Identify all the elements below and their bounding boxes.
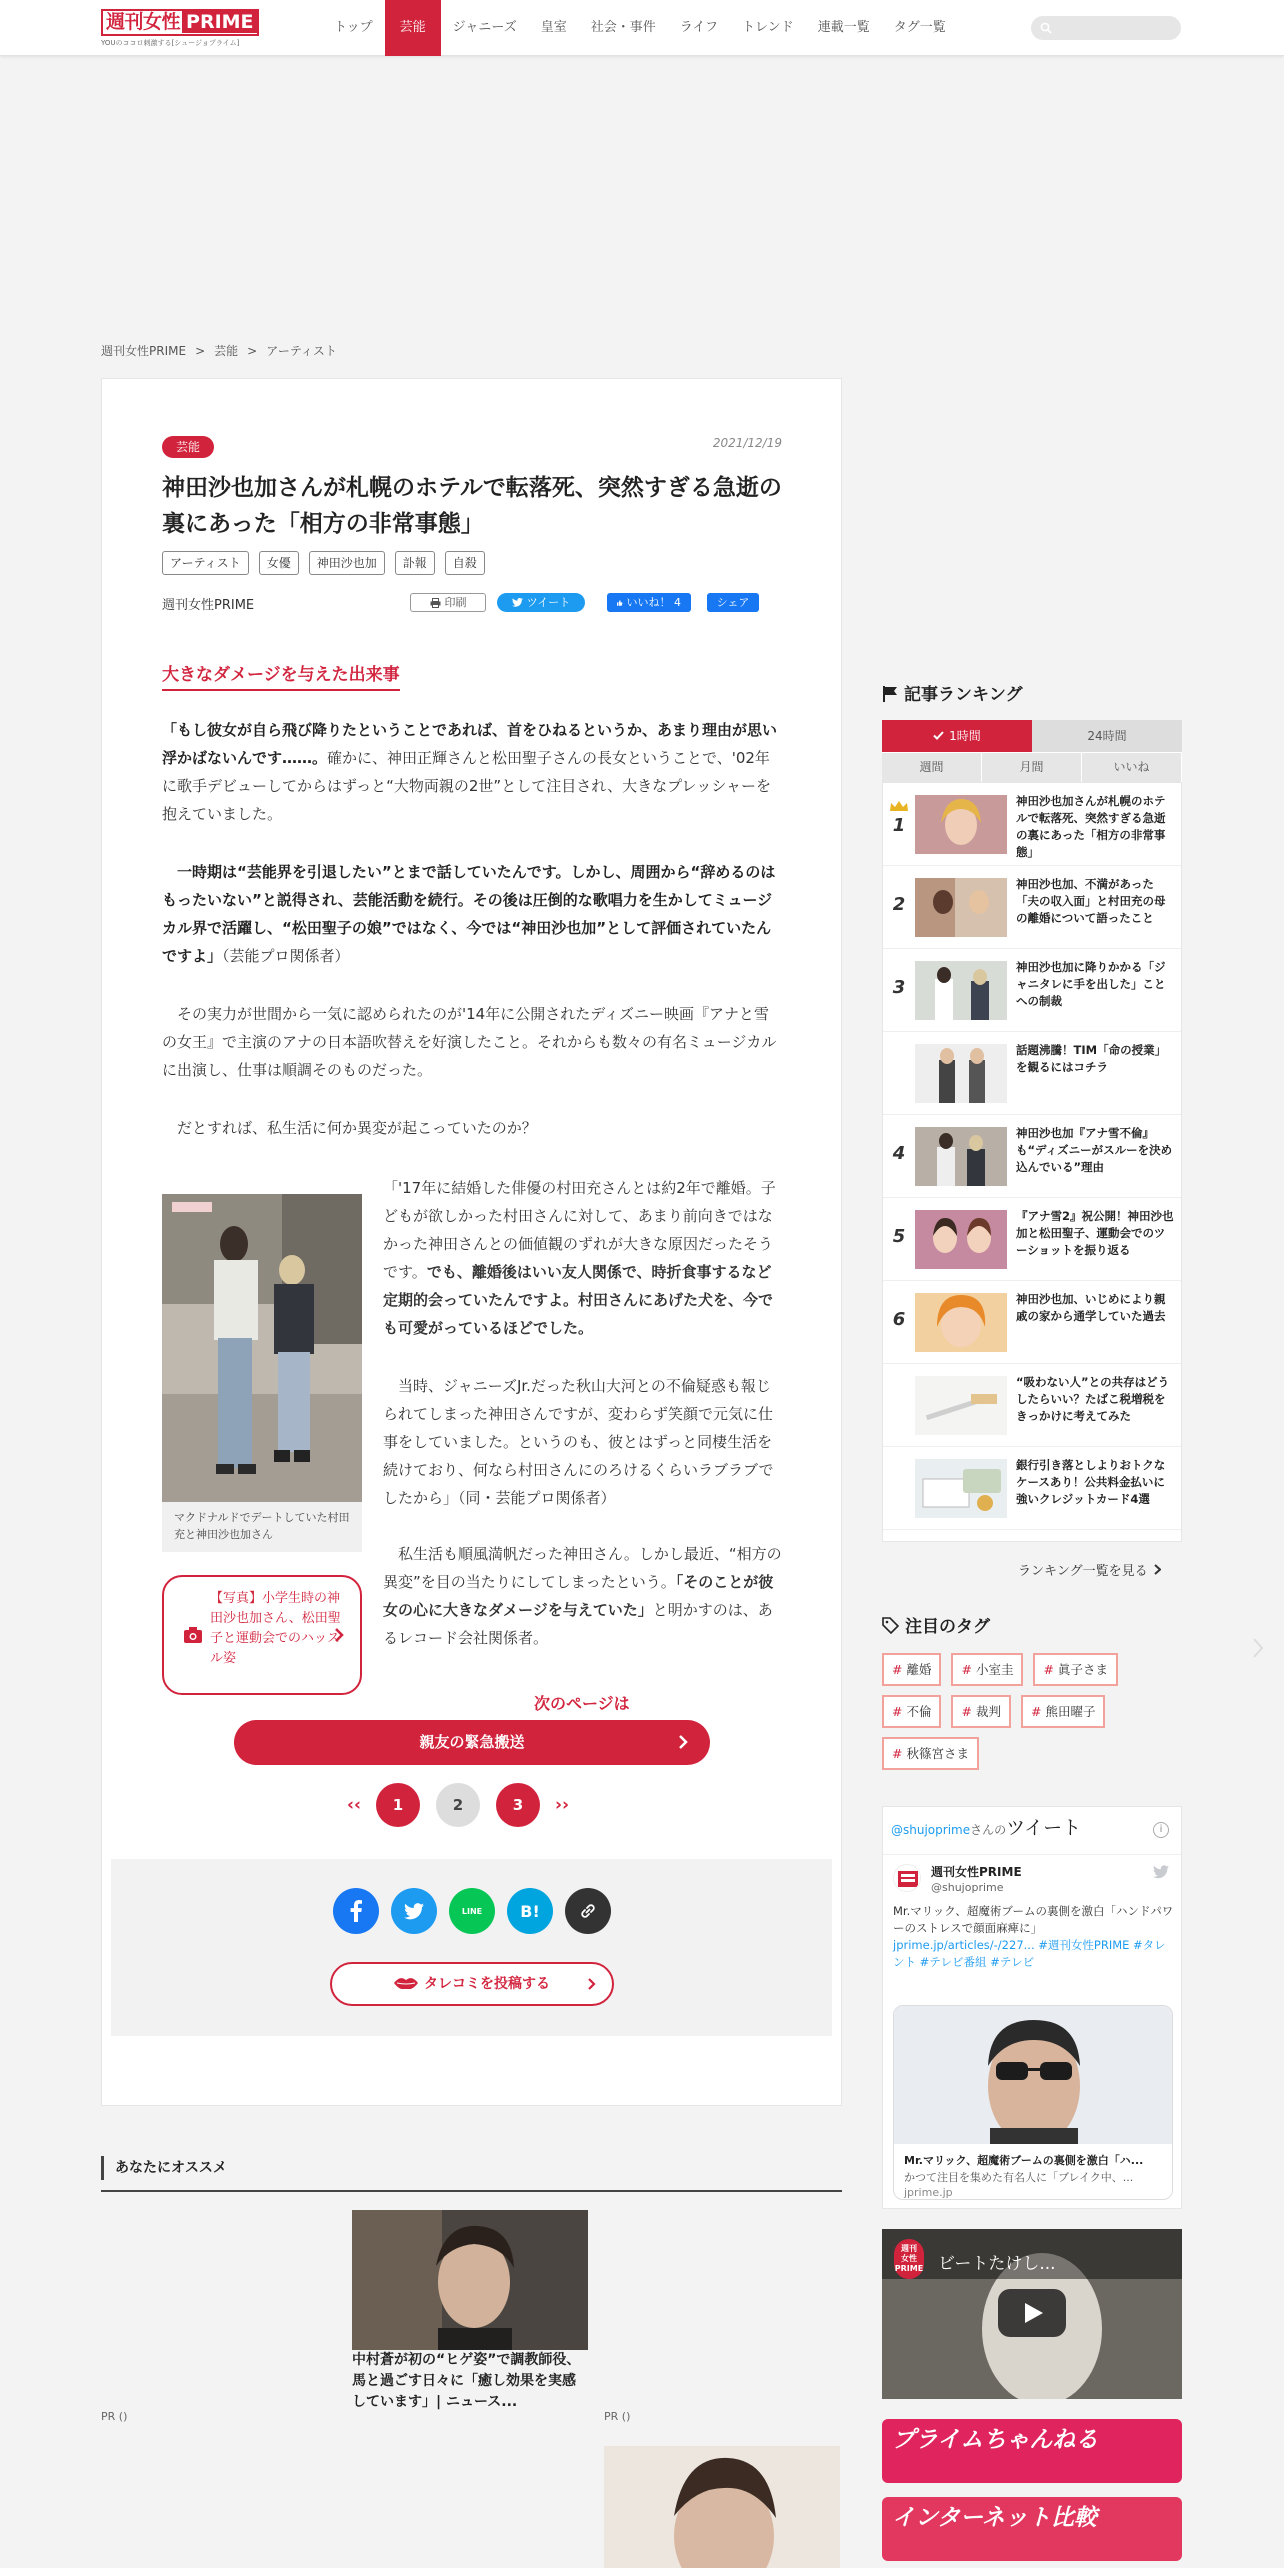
- ranking-tabs: [882, 720, 1182, 752]
- facebook-like-button[interactable]: [607, 593, 691, 612]
- ranking-number: 3: [892, 977, 906, 998]
- article-paragraph: その実力が世間から一気に認められたのが'14年に公開されたディズニー映画『アナと雪の女王』で主演のアナの日本語吹替えを好演したこと。それからも数々の有名ミュージカルに出演し、仕事は順調そのものだった。: [162, 1005, 777, 1079]
- ranking-item[interactable]: [883, 1115, 1181, 1198]
- internet-comparison-banner[interactable]: [882, 2497, 1182, 2561]
- tweet-card-image: [894, 2006, 1173, 2144]
- ranking-subtab-weekly[interactable]: 週間: [882, 753, 982, 782]
- hot-tags-heading: [882, 1612, 990, 1637]
- facebook-f-icon: [349, 1900, 363, 1922]
- article-paragraph: [383, 1174, 782, 1342]
- logo-tagline: YOUのココロ刺激する[シュージョプライム]: [101, 39, 240, 47]
- pager-next-button[interactable]: ››: [554, 1795, 569, 1815]
- paragraph-text: （芸能プロ関係者）: [222, 947, 350, 965]
- next-page-label: 次のページは: [534, 1694, 630, 1713]
- pr-label: PR (): [101, 2410, 128, 2423]
- section-heading: 大きなダメージを与えた出来事: [162, 660, 400, 691]
- tweet-text: Mr.マリック、超魔術ブームの裏側を激白「ハンドパワーのストレスで顔面麻痺に」 jprime.jp/articles/-/227... #週刊女性PRIME #タレント #テレビ番組 #テレビ: [893, 1904, 1174, 1969]
- nav-item-tags[interactable]: タグ一覧: [893, 20, 946, 35]
- recommend-photo-illustration: [352, 2210, 588, 2350]
- share-buttons-row: [410, 593, 759, 612]
- ranking-title: 話題沸騰！TIM「命の授業」を観るにはコチラ: [1016, 1043, 1167, 1074]
- share-icons: [333, 1888, 611, 1934]
- check-icon: [933, 731, 944, 740]
- submit-tip-label: タレコミを投稿する: [424, 1976, 550, 1992]
- ranking-number: 5: [892, 1226, 906, 1247]
- chevron-right-icon[interactable]: [1252, 1637, 1264, 1659]
- ranking-thumbnail: [915, 795, 1007, 854]
- category-badge[interactable]: 芸能: [162, 436, 214, 458]
- tag-icon: [882, 1617, 899, 1634]
- ranking-item[interactable]: [883, 866, 1181, 949]
- twitter-handle-link[interactable]: @shujoprime: [891, 1823, 971, 1837]
- main-nav: [322, 0, 958, 56]
- nav-item-johnnys[interactable]: ジャニーズ: [452, 20, 517, 35]
- quote-bold: 「もし彼女が自ら飛び降りたということであれば、首をひねるというか、あまり理由が思い浮かばないんです……。: [162, 721, 778, 767]
- ranking-tab-label: 1時間: [949, 729, 981, 743]
- search-icon: [1040, 22, 1052, 34]
- hatena-bookmark-icon[interactable]: [507, 1888, 553, 1934]
- divider: [883, 1854, 1182, 1855]
- like-label: いいね！ 4: [626, 596, 681, 609]
- prime-channel-banner[interactable]: [882, 2419, 1182, 2483]
- ranking-heading: [882, 680, 1023, 705]
- ranking-number: 6: [892, 1309, 906, 1330]
- ranking-thumbnail: [915, 1127, 1007, 1186]
- video-title: ビートたけし...: [938, 2254, 1056, 2274]
- ranking-title: 神田沙也加に降りかかる「ジャニタレに手を出した」ことへの制裁: [1016, 960, 1166, 1008]
- recommend-heading: あなたにオススメ: [101, 2156, 842, 2192]
- line-share-icon[interactable]: [449, 1888, 495, 1934]
- ranking-list: [882, 782, 1182, 1542]
- tag-obituary[interactable]: 訃報: [395, 551, 435, 575]
- ranking-thumbnail: [915, 1210, 1007, 1269]
- hot-tag[interactable]: # 秋篠宮さま: [882, 1737, 979, 1770]
- play-button[interactable]: [998, 2289, 1066, 2337]
- quote-bold: 一時期は“芸能界を引退したい”とまで話していたんです。しかし、周囲から“辞めるのはもったいない”と説得され、芸能活動を続行。その後は圧倒的な歌唱力を生かしてミュージカル界で活躍し、“松田聖子の娘”ではなく、今では“神田沙也加”として評価されていたんですよ」: [162, 863, 776, 965]
- quote-bold: でも、離婚後はいい友人関係で、時折食事するなど定期的会っていたんですよ。村田さんにあげた犬を、今でも可愛がっているほどでした。: [383, 1263, 774, 1337]
- thumbs-up-icon: [617, 598, 623, 608]
- banner-title: プライムちゃんねる: [892, 2427, 1099, 2453]
- article-tags: [162, 551, 485, 575]
- ranking-more-label: ランキング一覧を見る: [1018, 1564, 1148, 1579]
- tag-artist[interactable]: アーティスト: [162, 551, 249, 575]
- hot-tags-heading-label: 注目のタグ: [905, 1617, 990, 1637]
- nav-item-series[interactable]: 連載一覧: [817, 20, 870, 35]
- hot-tag[interactable]: # 小室圭: [951, 1653, 1023, 1686]
- twitter-timeline-header: @shujoprimeさんのツイート: [891, 1817, 1082, 1839]
- twitter-timeline: [882, 1806, 1182, 2209]
- ranking-subtabs: [882, 752, 1182, 782]
- tweet-button[interactable]: [497, 593, 585, 612]
- hatena-label: B!: [520, 1901, 540, 1921]
- ranking-number: 4: [892, 1143, 906, 1164]
- printer-icon: [430, 598, 441, 608]
- facebook-share-icon[interactable]: [333, 1888, 379, 1934]
- article-date: 2021/12/19: [712, 436, 782, 450]
- recommend-image[interactable]: [352, 2210, 588, 2350]
- flag-icon: [882, 686, 898, 702]
- photo-caption: マクドナルドでデートしていた村田充と神田沙也加さん: [162, 1502, 362, 1552]
- ranking-title: 神田沙也加、いじめにより親戚の家から通学していた過去: [1016, 1292, 1166, 1323]
- recommend-image[interactable]: [604, 2446, 840, 2568]
- ranking-number: 1: [892, 815, 906, 836]
- twitter-heading: ツイート: [1006, 1817, 1082, 1839]
- tweet-link[interactable]: jprime.jp/articles/-/227... #週刊女性PRIME #タレント #テレビ番組 #テレビ: [893, 1938, 1166, 1969]
- breadcrumb-separator: >: [195, 344, 206, 358]
- tweet-card-title: Mr.マリック、超魔術ブームの裏側を激白「ハ...: [904, 2154, 1144, 2167]
- twitter-bird-icon: [512, 598, 523, 607]
- nav-item-trend[interactable]: トレンド: [742, 20, 794, 35]
- site-header: [0, 0, 1284, 56]
- ranking-thumbnail: [915, 878, 1007, 937]
- next-page-title: 親友の緊急搬送: [419, 1733, 525, 1751]
- twitter-bird-icon: [1153, 1865, 1169, 1879]
- article-title: 神田沙也加さんが札幌のホテルで転落死、突然すぎる急逝の裏にあった「相方の非常事態」: [162, 475, 782, 537]
- article-paragraph: [162, 858, 782, 970]
- ranking-heading-label: 記事ランキング: [904, 685, 1023, 705]
- photo-link-label: 【写真】小学生時の神田沙也加さん、松田聖子と運動会でのハッスル姿: [210, 1591, 341, 1666]
- hot-tag[interactable]: # 不倫: [882, 1695, 941, 1728]
- hot-tag[interactable]: # 眞子さま: [1033, 1653, 1117, 1686]
- ranking-tab-1h[interactable]: [882, 720, 1032, 752]
- video-player[interactable]: [882, 2229, 1182, 2399]
- paragraph-text: 確かに、神田正輝さんと松田聖子さんの長女ということで、'02年に歌手デビューしてからはずっと“大物両親の2世”として注目され、大きなプレッシャーを抱えていました。: [162, 749, 772, 823]
- line-label: LINE: [461, 1906, 483, 1916]
- chevron-right-icon: [587, 1977, 596, 1991]
- ranking-thumbnail: [915, 961, 1007, 1020]
- avatar[interactable]: [893, 1864, 921, 1892]
- ranking-item[interactable]: [883, 783, 1181, 866]
- pager-prev-button[interactable]: ‹‹: [346, 1795, 361, 1815]
- chevron-right-icon: [334, 1627, 344, 1643]
- logo-mark: 週刊女性 PRIME: [101, 9, 259, 36]
- breadcrumb-home[interactable]: 週刊女性PRIME: [101, 344, 187, 358]
- share-box: [111, 1859, 832, 2036]
- paragraph-text: 私生活も順風満帆だった神田さん。しかし最近、“相方の異変”を目の当たりにしてしまったという。: [383, 1545, 782, 1591]
- article-paragraph: [162, 716, 782, 828]
- submit-tip-button[interactable]: [330, 1962, 614, 2006]
- banner-title: インターネット比較: [892, 2505, 1097, 2531]
- ranking-item[interactable]: [883, 1032, 1181, 1115]
- lips-icon: [394, 1977, 418, 1989]
- ranking-title: 神田沙也加『アナ雪不倫』も“ディズニーがスルーを決め込んでいる”理由: [1016, 1126, 1173, 1174]
- couple-photo-illustration: [162, 1194, 362, 1502]
- ranking-title: [1016, 1540, 1176, 1542]
- pager-page-3[interactable]: 3: [496, 1783, 540, 1827]
- ranking-thumbnail: [915, 1459, 1007, 1518]
- article-photo[interactable]: [162, 1194, 362, 1502]
- tweet-label: ツイート: [526, 596, 571, 609]
- chevron-right-icon: [1154, 1564, 1161, 1575]
- twitter-share-icon[interactable]: [391, 1888, 437, 1934]
- nav-item-entertainment[interactable]: 芸能: [385, 0, 441, 56]
- hot-tag[interactable]: # 裁判: [951, 1695, 1010, 1728]
- article-source: 週刊女性PRIME: [162, 598, 255, 613]
- tweet-card-url: jprime.jp: [904, 2186, 953, 2199]
- hot-tags: [882, 1653, 1182, 1770]
- ranking-subtab-likes[interactable]: いいね: [1082, 753, 1182, 782]
- breadcrumb: [101, 342, 337, 359]
- article-paragraph: [383, 1540, 782, 1652]
- info-icon[interactable]: i: [1153, 1822, 1169, 1838]
- pr-label: PR (): [604, 2410, 631, 2423]
- pager-page-1[interactable]: 1: [376, 1783, 420, 1827]
- photo-gallery-link[interactable]: [162, 1575, 362, 1695]
- crown-icon: [890, 801, 908, 811]
- site-logo[interactable]: [101, 9, 259, 49]
- tweet-account-handle[interactable]: @shujoprime: [931, 1881, 1004, 1894]
- tag-kanda-sayaka[interactable]: 神田沙也加: [309, 551, 385, 575]
- tweet-card-description: かつて注目を集めた有名人に「ブレイク中、...: [904, 2171, 1134, 2184]
- tag-actress[interactable]: 女優: [259, 551, 299, 575]
- link-icon: [579, 1902, 597, 1920]
- pagination: [340, 1783, 576, 1827]
- nav-item-life[interactable]: ライフ: [679, 20, 718, 35]
- tweet-link-card[interactable]: [893, 2005, 1173, 2200]
- copy-link-icon[interactable]: [565, 1888, 611, 1934]
- nav-item-imperial[interactable]: 皇室: [540, 20, 567, 35]
- quote-bold: 「そのことが彼女の心に大きなダメージを与えていた」: [383, 1573, 774, 1619]
- ranking-item[interactable]: [883, 949, 1181, 1032]
- twitter-bird-icon: [404, 1903, 424, 1920]
- paragraph-text: 「'17年に結婚した俳優の村田充さんとは約2年で離婚。子どもが欲しかった村田さんに対して、あまり前向きではなかった神田さんとの価値観のずれが大きな原因だったそうです。: [383, 1179, 776, 1281]
- ranking-item[interactable]: [883, 1364, 1181, 1447]
- ranking-more-link[interactable]: [1018, 1560, 1161, 1579]
- breadcrumb-category[interactable]: 芸能: [214, 344, 239, 358]
- recommend-title[interactable]: 中村蒼が初の“ヒゲ姿”で調教師役、馬と過ごす日々に「癒し効果を実感しています」| ニュース...: [352, 2352, 581, 2410]
- channel-logo: 週刊 女性 PRIME: [894, 2239, 924, 2279]
- recommend-photo-illustration: [604, 2446, 840, 2568]
- ranking-item[interactable]: [883, 1281, 1181, 1364]
- print-button[interactable]: [410, 593, 486, 612]
- ranking-item[interactable]: [883, 1530, 1181, 1542]
- ranking-item[interactable]: [883, 1447, 1181, 1530]
- ranking-thumbnail: [915, 1376, 1007, 1435]
- tweet-account-name[interactable]: 週刊女性PRIME: [931, 1865, 1022, 1879]
- tag-suicide[interactable]: 自殺: [445, 551, 485, 575]
- ranking-tab-24h[interactable]: 24時間: [1032, 720, 1182, 752]
- breadcrumb-subcategory[interactable]: アーティスト: [266, 344, 337, 358]
- ranking-title: 『アナ雪2』祝公開！神田沙也加と松田聖子、運動会でのツーショットを振り返る: [1016, 1209, 1174, 1257]
- ranking-title: 銀行引き落としよりおトクなケースあり！公共料金払いに強いクレジットカード4選: [1016, 1458, 1166, 1506]
- nav-item-society[interactable]: 社会・事件: [590, 20, 656, 35]
- search-box: [1031, 16, 1181, 40]
- facebook-share-button[interactable]: シェア: [707, 593, 759, 612]
- paragraph-text: と明かすのは、あるレコード会社関係者。: [383, 1601, 773, 1647]
- ranking-thumbnail: [915, 1044, 1007, 1103]
- article-paragraph: 当時、ジャニーズJr.だった秋山大河との不倫疑惑も報じられてしまった神田さんですが、変わらず笑顔で元気に仕事をしていました。というのも、彼とはずっと同棲生活を続けており、何なら村田さんにのろけるくらいラブラブでしたから」（同・芸能プロ関係者）: [383, 1377, 774, 1507]
- breadcrumb-separator: >: [247, 344, 258, 358]
- ranking-item[interactable]: [883, 1198, 1181, 1281]
- hot-tag[interactable]: # 離婚: [882, 1653, 941, 1686]
- ranking-number: 2: [892, 894, 906, 915]
- camera-icon: [184, 1627, 202, 1643]
- ranking-title: 神田沙也加さんが札幌のホテルで転落死、突然すぎる急逝の裏にあった「相方の非常事態」: [1016, 794, 1166, 859]
- ranking-thumbnail: [915, 1293, 1007, 1352]
- ranking-title: 神田沙也加、不満があった「夫の収入面」と村田充の母の離婚について語ったこと: [1016, 877, 1166, 925]
- next-page-button[interactable]: [234, 1720, 710, 1765]
- nav-item-top[interactable]: トップ: [334, 20, 373, 35]
- article-paragraph: だとすれば、私生活に何か異変が起こっていたのか？: [162, 1119, 537, 1137]
- chevron-right-icon: [678, 1734, 688, 1750]
- hot-tag[interactable]: # 熊田曜子: [1021, 1695, 1105, 1728]
- ranking-subtab-monthly[interactable]: 月間: [982, 753, 1082, 782]
- pager-page-2[interactable]: 2: [436, 1783, 480, 1827]
- print-label: 印刷: [444, 596, 467, 609]
- ranking-title: “吸わない人”との共存はどうしたらいい？たばこ税増税をきっかけに考えてみた: [1016, 1375, 1170, 1423]
- search-input[interactable]: [1057, 19, 1175, 37]
